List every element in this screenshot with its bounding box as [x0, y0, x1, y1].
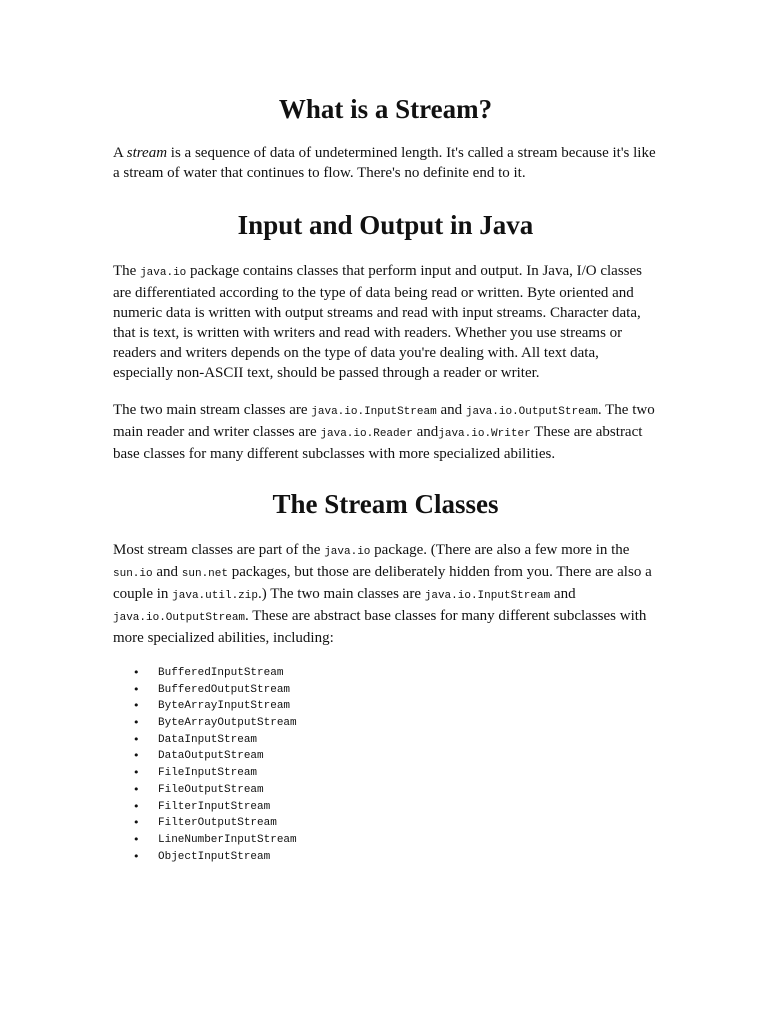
list-item: • ByteArrayInputStream: [113, 698, 658, 715]
bullet-icon: •: [133, 666, 140, 679]
heading-input-output-java: Input and Output in Java: [237, 210, 534, 240]
code-inputstream: java.io.InputStream: [424, 590, 551, 602]
code-java-io: java.io: [324, 546, 371, 558]
code-writer: java.io.Writer: [438, 428, 531, 440]
heading-what-is-a-stream: What is a Stream?: [278, 94, 493, 124]
bullet-icon: •: [133, 816, 140, 830]
code-sun-net: sun.net: [181, 568, 228, 580]
paragraph-stream-definition: A stream is a sequence of data of undetermined length. It's called a stream because it's like a stream of water that continues to flow. There's no definite end to it.: [113, 145, 656, 181]
code-sun-io: sun.io: [113, 568, 153, 580]
bullet-icon: •: [133, 716, 140, 730]
list-item: • FileInputStream: [113, 765, 658, 782]
document-page: [113, 0, 658, 865]
bullet-icon: •: [133, 799, 140, 813]
emphasis-stream: stream: [126, 145, 168, 161]
code-java-io: java.io: [140, 267, 187, 279]
bullet-icon: •: [133, 782, 140, 796]
bullet-icon: •: [133, 682, 140, 696]
bullet-icon: •: [133, 766, 140, 780]
list-item: • DataOutputStream: [113, 748, 658, 765]
list-item: • BufferedInputStream: [113, 665, 658, 682]
bullet-icon: •: [133, 732, 140, 746]
code-reader: java.io.Reader: [320, 428, 413, 440]
stream-class-list: [113, 665, 658, 865]
list-item: • BufferedOutputStream: [113, 682, 658, 699]
bullet-icon: •: [133, 699, 140, 713]
list-item: • ByteArrayOutputStream: [113, 715, 658, 732]
bullet-icon: •: [133, 832, 140, 846]
code-outputstream: java.io.OutputStream: [113, 612, 246, 624]
list-item: • ObjectInputStream: [113, 849, 658, 866]
list-item: • FilterInputStream: [113, 799, 658, 816]
paragraph-main-stream-classes: The two main stream classes are java.io.InputStream and java.io.OutputStream. The two main reader and writer classes are java.io.Reader andjava.io.Writer These are abstract base classes for many different subclasses with more specialized abilities.: [113, 402, 655, 462]
paragraph-stream-classes-intro: Most stream classes are part of the java.io package. (There are also a few more in the sun.io and sun.net packages, but those are deliberately hidden from you. There are also a couple in java.util.zip.) The two main classes are java.io.InputStream and java.io.OutputStream. These are abstract base classes for many different subclasses with more specialized abilities, including:: [113, 542, 652, 646]
list-item: • LineNumberInputStream: [113, 832, 658, 849]
bullet-icon: •: [133, 749, 140, 763]
paragraph-java-io-package: The java.io package contains classes that perform input and output. In Java, I/O classes are differentiated according to the type of data being read or written. Byte oriented and numeric data is written with output streams and read with input streams. Character data, that is text, is written with writers and read with readers. Whether you use streams or readers and writers depends on the type of data you're dealing with. All text data, especially non-ASCII text, should be passed through a reader or writer.: [113, 263, 642, 381]
heading-stream-classes: The Stream Classes: [272, 489, 499, 519]
code-java-util-zip: java.util.zip: [172, 590, 258, 602]
list-item: • FileOutputStream: [113, 782, 658, 799]
list-item: • FilterOutputStream: [113, 815, 658, 832]
code-outputstream: java.io.OutputStream: [465, 406, 598, 418]
code-inputstream: java.io.InputStream: [311, 406, 437, 418]
list-item: • DataInputStream: [113, 732, 658, 749]
bullet-icon: •: [133, 849, 140, 863]
